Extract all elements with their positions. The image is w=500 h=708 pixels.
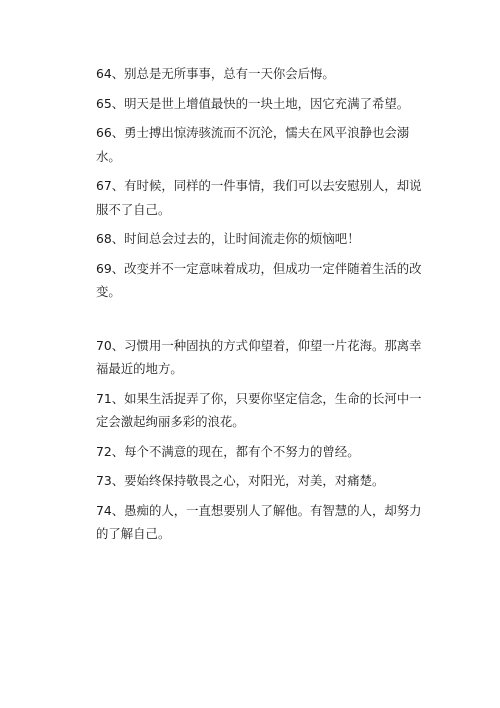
quote-item-73 bbox=[70, 469, 432, 493]
quote-item-68 bbox=[70, 227, 432, 251]
quote-item-71 bbox=[70, 387, 432, 434]
quote-item-64 bbox=[70, 62, 432, 86]
quote-list bbox=[70, 62, 432, 552]
quote-item-72 bbox=[70, 440, 432, 464]
quote-text: 72、每个不满意的现在，都有个不努力的曾经。 bbox=[96, 443, 360, 459]
quote-item-70 bbox=[70, 334, 432, 381]
quote-text: 69、改变并不一定意味着成功，但成功一定伴随着生活的改变。 bbox=[96, 260, 422, 299]
quote-item-69 bbox=[70, 257, 432, 304]
paragraph-gap bbox=[70, 310, 432, 334]
quote-text: 74、愚痴的人，一直想要别人了解他。有智慧的人，却努力的了解自己。 bbox=[96, 502, 422, 541]
quote-item-65 bbox=[70, 92, 432, 116]
quote-text: 68、时间总会过去的，让时间流走你的烦恼吧！ bbox=[96, 231, 360, 246]
quote-item-66 bbox=[70, 121, 432, 168]
quote-item-67 bbox=[70, 174, 432, 221]
quote-text: 64、别总是无所事事，总有一天你会后悔。 bbox=[96, 66, 335, 81]
quote-text: 67、有时候，同样的一件事情，我们可以去安慰别人，却说服不了自己。 bbox=[96, 178, 422, 217]
quote-text: 66、勇士搏出惊涛骇流而不沉沦，懦夫在风平浪静也会溺水。 bbox=[96, 125, 410, 164]
quote-text: 73、要始终保持敬畏之心，对阳光，对美，对痛楚。 bbox=[96, 473, 385, 488]
quote-text: 71、如果生活捉弄了你，只要你坚定信念，生命的长河中一定会激起绚丽多彩的浪花。 bbox=[96, 390, 422, 429]
quote-text: 70、习惯用一种固执的方式仰望着，仰望一片花海。那离幸福最近的地方。 bbox=[96, 337, 422, 376]
quote-item-74 bbox=[70, 499, 432, 546]
quote-text: 65、明天是世上增值最快的一块土地，因它充满了希望。 bbox=[96, 95, 410, 111]
